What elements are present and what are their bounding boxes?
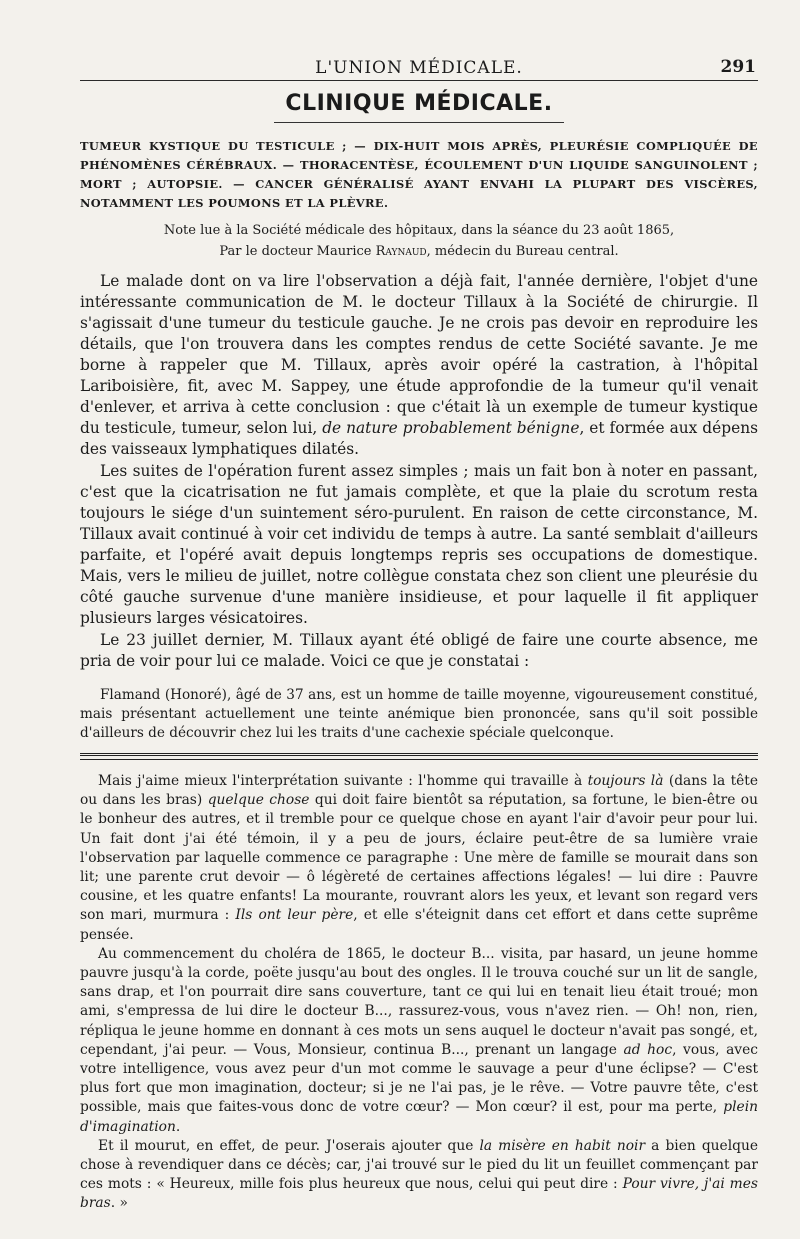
feuilleton-1-emphasis-1: toujours là [587,773,664,789]
paragraph-1-text-a: Le malade dont on va lire l'observation a déjà fait, l'année dernière, l'objet d'une intéressante communication de M. le docteur Tillaux à la Société de chirurgie. Il s'agissait d'une tumeur du testicule gauche. Je ne crois pas devoir en reproduire les détails, que l'on trouvera dans les comptes rendus de cette Société savante. Je me borne à rappeler que M. Tillaux, après avoir opéré la castration, à l'hôpital Lariboisière, fit, avec M. Sappey, une étude approfondie de la tumeur qu'il venait d'enlever, et arriva à cette conclusion : que c'était là un exemple de tumeur kystique du testicule, tumeur, selon lui, [80,272,758,437]
feuilleton-3-text-b: a bien quelque chose à revendiquer dans ce décès; car, j'ai trouvé sur le pied du lit un feuillet commençant par ces mots : « Heureux, mille fois plus heureux que nous, celui qui peut dire : [80,1137,758,1193]
presentation-note: Note lue à la Société médicale des hôpitaux, dans la séance du 23 août 1865, [163,223,675,238]
feuilleton-section [80,772,758,1214]
feuilleton-3-text-a: Et il mourut, en effet, de peur. J'oserais ajouter que [98,1137,480,1154]
feuilleton-1-text-b: (dans la tête ou dans les bras) [80,773,758,809]
feuilleton-1-text-a: Mais j'aime mieux l'interprétation suivante : l'homme qui travaille à [98,773,588,789]
author-suffix: , médecin du Bureau central. [426,244,619,259]
feuilleton-3-text-c: . » [110,1195,128,1212]
feuilleton-2-emphasis-1: ad hoc [623,1041,673,1058]
author-prefix: Par le docteur Maurice [219,244,376,259]
author-name: Raynaud [375,244,427,259]
feuilleton-rule [80,753,758,760]
case-description: Flamand (Honoré), âgé de 37 ans, est un homme de taille moyenne, vigoureusement constitué, mais présentant actuellement une teinte anémique bien prononcée, sans qu'il soit possible d'ailleurs de découvrir chez lui les traits d'une cachexie spéciale quelconque. [80,687,758,741]
feuilleton-3-emphasis-1: la misère en habit noir [479,1137,646,1154]
paragraph-1-text-b: , et formée aux dépens des vaisseaux lymphatiques dilatés. [80,419,759,458]
article-body [80,271,758,672]
feuilleton-3-emphasis-2: Pour vivre, j'ai mes bras [80,1176,758,1212]
feuilleton-1-text-c: qui doit faire bientôt sa réputation, sa fortune, le bien-être ou le bonheur des autres, et il tremble pour ce quelque chose en ayant l'air d'avoir peur pour lui. Un fait dont j'ai été témoin, il y a peu de jours, éclaire peut-être de sa lumière vraie l'observation par laquelle commence ce paragraphe : Une mère de famille se mourait dans son lit; une parente crut devoir — ô légèreté de certaines affections légales! — lui dire : Pauvre cousine, et les quatre enfants! La mourante, rouvrant alors les yeux, et levant son regard vers son mari, murmura : [80,792,758,924]
feuilleton-1-emphasis-2: quelque chose [207,792,310,809]
feuilleton-2-text-a: Au commencement du choléra de 1865, le docteur B... visita, par hasard, un jeune homme pauvre jusqu'à la corde, poëte jusqu'au bout des ongles. Il le trouva couché sur un lit de sangle, sans drap, et l'on pourrait dire sans couverture, tant ce qui lui en tenait lieu était troué; mon ami, s'empressa de lui dire le docteur B..., rassurez-vous, vous n'avez rien. — Oh! non, rien, répliqua le jeune homme en donnant à ces mots un sens auquel le docteur n'avait pas songé, et, cependant, j'ai peur. — Vous, Monsieur, continua B..., prenant un langage [80,945,758,1058]
running-header [80,52,758,81]
feuilleton-1-emphasis-3: Ils ont leur père [235,907,354,924]
paragraph-1 [80,271,758,460]
feuilleton-paragraph-1 [80,772,758,945]
title-rule [274,122,564,123]
feuilleton-2-text-b: , vous, avec votre intelligence, vous avez peur d'un mot comme le sauvage a peur d'une éclipse? — C'est plus fort que mon imagination, docteur; si je ne l'ai pas, je le rêve. — Votre pauvre tête, c'est possible, mais que faites-vous donc de votre cœur? — Mon cœur? il est, pour ma perte, [80,1041,758,1116]
feuilleton-paragraph-2 [80,945,758,1137]
article-headline: TUMEUR KYSTIQUE DU TESTICULE ; — DIX-HUIT MOIS APRÈS, PLEURÉSIE COMPLIQUÉE DE PHÉNOMÈNES CÉRÉBRAUX. — THORACENTÈSE, ÉCOULEMENT D'UN LIQUIDE SANGUINOLENT ; MORT ; AUTOPSIE. — CANCER GÉNÉRALISÉ AYANT ENVAHI LA PLUPART DES VISCÈRES, NOTAMMENT LES POUMONS ET LA PLÈVRE. [80,139,758,210]
feuilleton-2-emphasis-2: plein d'imagination [80,1099,758,1135]
paragraph-2: Les suites de l'opération furent assez simples ; mais un fait bon à noter en passant, c'est que la cicatrisation ne fut jamais complète, et que la plaie du scrotum resta toujours le siége d'un suintement séro-purulent. En raison de cette circonstance, M. Tillaux avait continué à voir cet individu de temps à autre. La santé semblait d'ailleurs parfaite, et l'opéré avait depuis longtemps repris ses occupations de domestique. Mais, vers le milieu de juillet, notre collègue constata chez son client une pleurésie du côté gauche survenue d'une manière insidieuse, et pour laquelle il fit appliquer plusieurs larges vésicatoires. [80,462,758,627]
page-number: 291 [720,57,756,77]
running-title: L'UNION MÉDICALE. [315,58,523,78]
author-line [80,242,758,261]
paragraph-1-emphasis: de nature probablement bénigne [322,419,580,437]
paragraph-3: Le 23 juillet dernier, M. Tillaux ayant été obligé de faire une courte absence, me pria de voir pour lui ce malade. Voici ce que je constatai : [80,631,758,670]
feuilleton-1-text-d: , et elle s'éteignit dans cet effort et dans cette suprême pensée. [80,907,758,943]
feuilleton-2-text-c: . [175,1118,181,1135]
feuilleton-paragraph-3 [80,1137,758,1214]
section-title: CLINIQUE MÉDICALE. [285,91,553,116]
